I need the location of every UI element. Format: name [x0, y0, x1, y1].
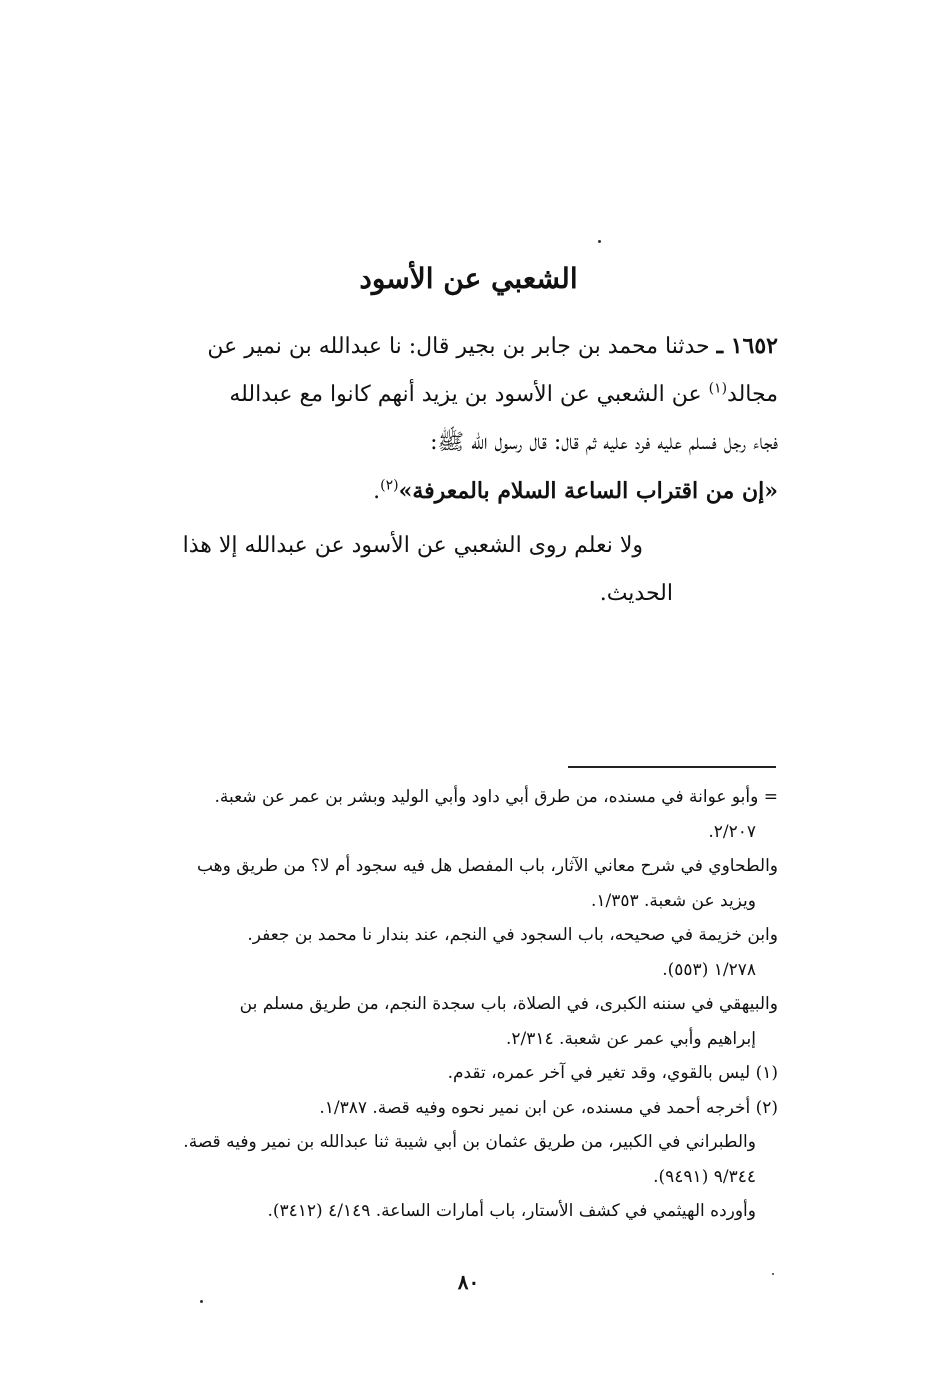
- scan-speck: [598, 240, 601, 243]
- hadith-line-1-text: حدثنا محمد بن جابر بن بجير قال: نا عبدالله بن نمير عن: [207, 334, 710, 359]
- footnote-line: إبراهيم وأبي عمر عن شعبة. ٢/٣١٤.: [505, 1028, 756, 1049]
- author-note: [78, 522, 778, 618]
- hadith-line-2: [78, 371, 778, 419]
- section-title: الشعبي عن الأسود: [359, 262, 578, 295]
- footnote-1: (١) ليس بالقوي، وقد تغير في آخر عمره، تقدم.: [447, 1063, 778, 1083]
- hadith-text: [78, 322, 778, 516]
- scan-speck: [200, 1300, 203, 1303]
- author-note-line-1: ولا نعلم روى الشعبي عن الأسود عن عبدالله إلا هذا: [182, 533, 643, 558]
- footnote-line: والبيهقي في سننه الكبرى، في الصلاة، باب سجدة النجم، من طريق مسلم بن: [239, 994, 778, 1014]
- hadith-number: ١٦٥٢ ـ: [716, 333, 778, 359]
- scan-speck: [772, 1273, 774, 1275]
- author-note-line-2: الحديث.: [599, 581, 673, 606]
- footnote-line: ١/٢٧٨ (٥٥٣).: [662, 959, 756, 980]
- hadith-quote: «إن من اقتراب الساعة السلام بالمعرفة»: [398, 478, 778, 504]
- footnote-line: والطبراني في الكبير، من طريق عثمان بن أبي شيبة ثنا عبدالله بن نمير وفيه قصة.: [183, 1132, 756, 1152]
- page-number: ٨٠: [457, 1270, 480, 1294]
- footnote-ref-2: (٢): [380, 477, 399, 494]
- hadith-line-4-end: .: [373, 479, 381, 504]
- footnote-line: ٢/٢٠٧.: [708, 821, 756, 842]
- hadith-line-1: [78, 322, 778, 371]
- hadith-line-3: فجاء رجل فسلم عليه فرد عليه ثم قال: قال رسول الله ﷺ:: [430, 430, 778, 455]
- footnote-2: (٢) أخرجه أحمد في مسنده، عن ابن نمير نحوه وفيه قصة. ١/٣٨٧.: [319, 1097, 778, 1118]
- hadith-line-2-start: مجالد: [727, 382, 778, 407]
- footnote-ref-1: (١): [708, 380, 728, 397]
- footnotes: [78, 780, 778, 1229]
- footnote-line: = وأبو عوانة في مسنده، من طرق أبي داود وأبي الوليد وبشر بن عمر عن شعبة.: [214, 787, 778, 807]
- footnote-line: ٩/٣٤٤ (٩٤٩١).: [653, 1166, 756, 1187]
- footnote-line: والطحاوي في شرح معاني الآثار، باب المفصل هل فيه سجود أم لا؟ من طريق وهب: [196, 856, 778, 876]
- footnote-line: وابن خزيمة في صحيحه، باب السجود في النجم، عند بندار نا محمد بن جعفر.: [247, 925, 778, 945]
- hadith-line-2-rest: عن الشعبي عن الأسود بن يزيد أنهم كانوا مع عبدالله: [229, 382, 709, 407]
- hadith-line-4: [78, 467, 778, 516]
- footnote-line: وأورده الهيثمي في كشف الأستار، باب أمارات الساعة. ٤/١٤٩ (٣٤١٢).: [267, 1201, 756, 1221]
- footnote-separator: [568, 766, 776, 768]
- footnote-line: ويزيد عن شعبة. ١/٣٥٣.: [590, 890, 756, 911]
